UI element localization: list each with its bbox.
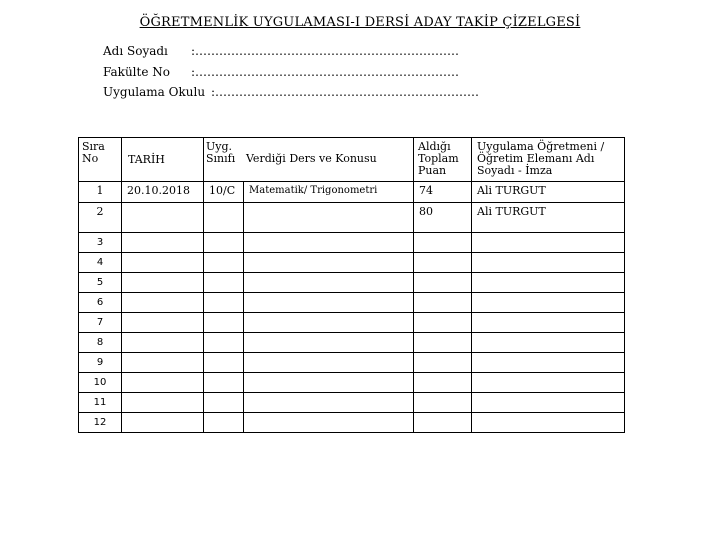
cell-sinif[interactable] bbox=[204, 273, 244, 293]
cell-ders[interactable] bbox=[244, 373, 414, 393]
header-sinif-line1: Uyg. bbox=[206, 140, 233, 153]
cell-tarih[interactable] bbox=[122, 253, 204, 273]
cell-puan[interactable] bbox=[414, 413, 472, 433]
cell-tarih[interactable] bbox=[122, 273, 204, 293]
cell-puan[interactable] bbox=[414, 313, 472, 333]
cell-ders[interactable] bbox=[244, 333, 414, 353]
cell-ogretmen[interactable] bbox=[472, 233, 625, 253]
header-sira-line2: No bbox=[82, 152, 99, 165]
cell-ders[interactable] bbox=[244, 253, 414, 273]
cell-sinif[interactable] bbox=[204, 413, 244, 433]
cell-tarih[interactable] bbox=[122, 333, 204, 353]
cell-sinif[interactable] bbox=[204, 253, 244, 273]
faculty-field[interactable]: :………………………………………………………… bbox=[191, 65, 460, 79]
name-field[interactable]: :………………………………………………………… bbox=[191, 44, 460, 58]
cell-puan[interactable] bbox=[414, 293, 472, 313]
cell-ders[interactable] bbox=[244, 293, 414, 313]
cell-ders[interactable] bbox=[244, 413, 414, 433]
info-faculty-row bbox=[103, 65, 170, 79]
cell-ogretmen[interactable]: Ali TURGUT bbox=[472, 182, 625, 203]
cell-sinif[interactable] bbox=[204, 393, 244, 413]
cell-ders[interactable] bbox=[244, 273, 414, 293]
table-header-row bbox=[79, 138, 625, 182]
header-puan-line2: Toplam bbox=[418, 152, 459, 165]
header-ders-label: Verdiği Ders ve Konusu bbox=[246, 152, 377, 165]
table-row bbox=[79, 393, 625, 413]
cell-no: 12 bbox=[79, 413, 122, 433]
header-ogretmen-line3: Soyadı - İmza bbox=[477, 164, 553, 177]
cell-sinif[interactable] bbox=[204, 233, 244, 253]
cell-puan[interactable] bbox=[414, 373, 472, 393]
cell-sinif[interactable]: 10/C bbox=[204, 182, 244, 203]
table-row bbox=[79, 293, 625, 313]
cell-ders[interactable]: Matematik/ Trigonometri bbox=[244, 182, 414, 203]
header-sira-line1: Sıra bbox=[82, 140, 105, 153]
table-row bbox=[79, 413, 625, 433]
cell-tarih[interactable] bbox=[122, 293, 204, 313]
cell-no: 3 bbox=[79, 233, 122, 253]
cell-tarih[interactable] bbox=[122, 313, 204, 333]
cell-ders[interactable] bbox=[244, 353, 414, 373]
cell-no: 4 bbox=[79, 253, 122, 273]
header-sinif-line2: Sınıfı bbox=[206, 152, 236, 165]
cell-no: 7 bbox=[79, 313, 122, 333]
table-row bbox=[79, 333, 625, 353]
header-ogretmen bbox=[472, 138, 625, 182]
table-row bbox=[79, 353, 625, 373]
cell-puan[interactable] bbox=[414, 253, 472, 273]
header-puan-line3: Puan bbox=[418, 164, 447, 177]
header-tarih bbox=[122, 138, 204, 182]
info-school-row bbox=[103, 85, 205, 99]
cell-tarih[interactable] bbox=[122, 353, 204, 373]
faculty-label: Fakülte No bbox=[103, 65, 170, 79]
cell-no: 5 bbox=[79, 273, 122, 293]
header-sinif-ders bbox=[204, 138, 414, 182]
cell-no: 1 bbox=[79, 182, 122, 203]
cell-tarih[interactable] bbox=[122, 203, 204, 233]
cell-ogretmen[interactable] bbox=[472, 353, 625, 373]
cell-tarih[interactable] bbox=[122, 373, 204, 393]
cell-ders[interactable] bbox=[244, 393, 414, 413]
cell-ogretmen[interactable] bbox=[472, 313, 625, 333]
cell-ogretmen[interactable] bbox=[472, 293, 625, 313]
cell-sinif[interactable] bbox=[204, 203, 244, 233]
table-row bbox=[79, 313, 625, 333]
cell-sinif[interactable] bbox=[204, 353, 244, 373]
cell-puan[interactable] bbox=[414, 233, 472, 253]
cell-tarih[interactable] bbox=[122, 233, 204, 253]
cell-no: 9 bbox=[79, 353, 122, 373]
cell-ogretmen[interactable] bbox=[472, 373, 625, 393]
cell-no: 8 bbox=[79, 333, 122, 353]
header-puan bbox=[414, 138, 472, 182]
cell-tarih[interactable] bbox=[122, 413, 204, 433]
cell-ogretmen[interactable] bbox=[472, 333, 625, 353]
cell-no: 10 bbox=[79, 373, 122, 393]
cell-no: 11 bbox=[79, 393, 122, 413]
cell-sinif[interactable] bbox=[204, 313, 244, 333]
cell-tarih[interactable]: 20.10.2018 bbox=[122, 182, 204, 203]
info-name-row bbox=[103, 44, 168, 58]
cell-ogretmen[interactable] bbox=[472, 413, 625, 433]
cell-puan[interactable] bbox=[414, 393, 472, 413]
cell-tarih[interactable] bbox=[122, 393, 204, 413]
school-field[interactable]: :………………………………………………………… bbox=[211, 85, 480, 99]
table-row bbox=[79, 273, 625, 293]
header-sira bbox=[79, 138, 122, 182]
table-row bbox=[79, 182, 625, 203]
cell-ogretmen[interactable] bbox=[472, 273, 625, 293]
cell-no: 2 bbox=[79, 203, 122, 233]
cell-puan[interactable]: 80 bbox=[414, 203, 472, 233]
cell-no: 6 bbox=[79, 293, 122, 313]
header-tarih-label: TARİH bbox=[128, 153, 165, 166]
tracking-table bbox=[78, 137, 625, 433]
cell-ogretmen[interactable] bbox=[472, 253, 625, 273]
cell-sinif[interactable] bbox=[204, 373, 244, 393]
cell-ders[interactable] bbox=[244, 313, 414, 333]
cell-sinif[interactable] bbox=[204, 293, 244, 313]
cell-ogretmen[interactable]: Ali TURGUT bbox=[472, 203, 625, 233]
page-title: ÖĞRETMENLİK UYGULAMASI-I DERSİ ADAY TAKİP ÇİZELGESİ bbox=[139, 15, 581, 30]
header-ogretmen-line1: Uygulama Öğretmeni / bbox=[477, 140, 605, 153]
cell-ders[interactable] bbox=[244, 233, 414, 253]
cell-puan[interactable]: 74 bbox=[414, 182, 472, 203]
cell-puan[interactable] bbox=[414, 273, 472, 293]
name-label: Adı Soyadı bbox=[103, 44, 168, 58]
cell-ogretmen[interactable] bbox=[472, 393, 625, 413]
header-puan-line1: Aldığı bbox=[418, 140, 451, 153]
table-row bbox=[79, 233, 625, 253]
cell-puan[interactable] bbox=[414, 333, 472, 353]
cell-puan[interactable] bbox=[414, 353, 472, 373]
cell-sinif[interactable] bbox=[204, 333, 244, 353]
table-row bbox=[79, 203, 625, 233]
table-row bbox=[79, 373, 625, 393]
header-ogretmen-line2: Öğretim Elemanı Adı bbox=[477, 152, 595, 165]
table-row bbox=[79, 253, 625, 273]
cell-ders[interactable] bbox=[244, 203, 414, 233]
school-label: Uygulama Okulu bbox=[103, 85, 206, 99]
